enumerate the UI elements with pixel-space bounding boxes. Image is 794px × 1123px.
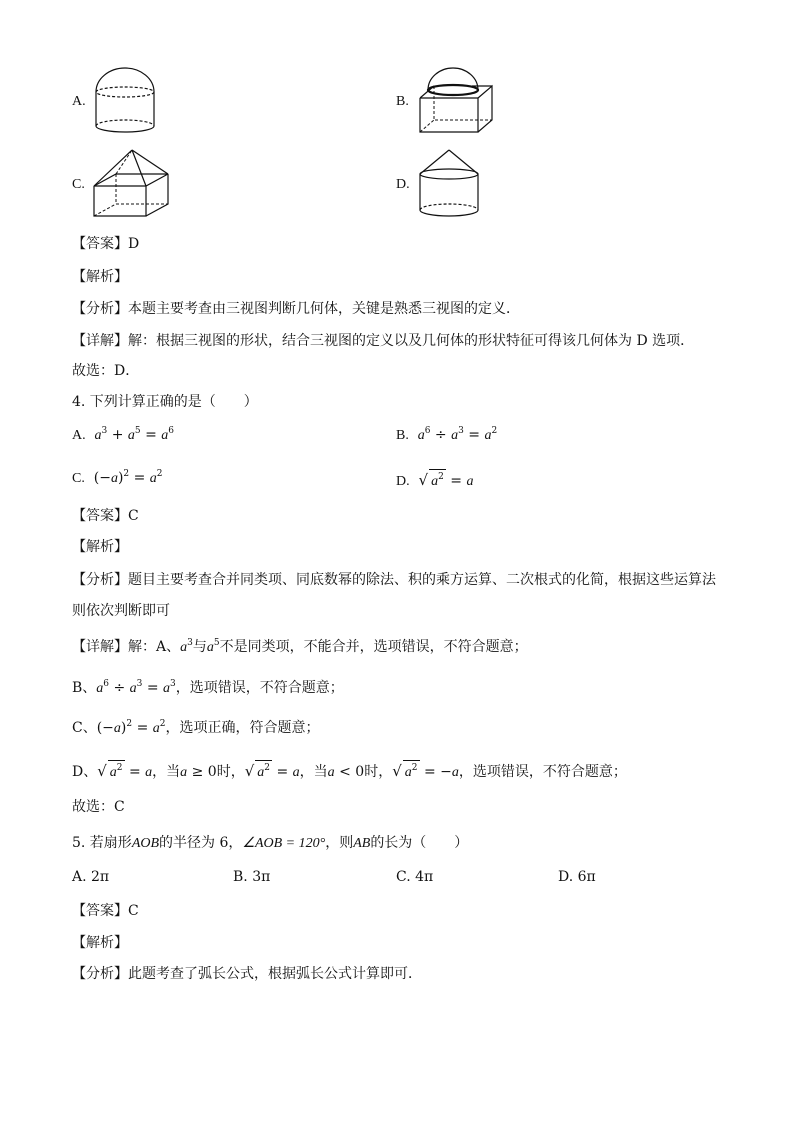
- q5-answer: 【答案】C: [72, 903, 139, 919]
- cube-hemisphere-figure: [414, 64, 504, 140]
- q5-analysis-title: 【解析】: [72, 935, 128, 951]
- q3-conclusion: 故选：D．: [72, 363, 140, 379]
- q4-xiangjie-b: B、$a^6 \div a^3 = a^3$，选项错误，不符合题意；: [72, 679, 344, 696]
- option-d-label: D.: [396, 177, 410, 192]
- q3-xiangjie: 【详解】解：根据三视图的形状，结合三视图的定义以及几何体的形状特征可得该几何体为 D 选项．: [72, 333, 695, 349]
- q3-analysis-title: 【解析】: [72, 269, 128, 285]
- option-a-label: A.: [72, 94, 86, 109]
- q4-option-a-label: A.: [72, 428, 86, 443]
- q4-xiangjie-a: 【详解】解：A、$a^3$与$a^5$不是同类项，不能合并，选项错误，不符合题意；: [72, 638, 528, 655]
- option-b-label: B.: [396, 94, 409, 109]
- q4-option-b-label: B.: [396, 428, 409, 443]
- q5-option-a: A. 2π: [72, 869, 110, 885]
- q4-fenxi-line1: 【分析】题目主要考查合并同类项、同底数幂的除法、积的乘方运算、二次根式的化简，根据这些运算法: [72, 572, 716, 588]
- q4-analysis-title: 【解析】: [72, 539, 128, 555]
- cylinder-cone-figure: [414, 146, 484, 220]
- q4-option-c: C. $(-a)^2 = a^2$: [72, 469, 163, 486]
- q5-stem: 5. 若扇形AOB的半径为 6，∠AOB = 120°，则AB的长为（ ）: [72, 835, 469, 851]
- q4-xiangjie-d: D、√ $a^2 = a$，当a ≥ 0时，√ $a^2 = a$，当a < 0时，√ $a^2 = -a$，选项错误，不符合题意；: [72, 762, 627, 780]
- q4-stem: 4. 下列计算正确的是（ ）: [72, 394, 258, 410]
- q4-conclusion: 故选：C: [72, 799, 125, 815]
- q4-xiangjie-c: C、$(-a)^2 = a^2$，选项正确，符合题意；: [72, 719, 320, 736]
- q3-answer: 【答案】D: [72, 236, 140, 252]
- q4-option-b: B. $a^6 \div a^3 = a^2$: [396, 426, 498, 443]
- q5-option-c: C. 4π: [396, 869, 434, 885]
- q3-fenxi: 【分析】本题主要考查由三视图判断几何体，关键是熟悉三视图的定义．: [72, 301, 520, 317]
- option-c-label: C.: [72, 177, 85, 192]
- q4-option-c-label: C.: [72, 471, 85, 486]
- q4-option-d: D. √ $a^2 = a$: [396, 471, 474, 489]
- q5-fenxi: 【分析】此题考查了弧长公式，根据弧长公式计算即可．: [72, 966, 422, 982]
- q4-answer: 【答案】C: [72, 508, 139, 524]
- q5-option-d: D. 6π: [558, 869, 596, 885]
- arc-ab: AB: [353, 836, 371, 851]
- q5-option-b: B. 3π: [233, 869, 271, 885]
- q4-option-d-label: D.: [396, 474, 410, 489]
- q4-option-a: A. $a^3 + a^5 = a^6$: [72, 426, 175, 443]
- cube-pyramid-figure: [88, 146, 180, 222]
- cylinder-hemisphere-figure: [90, 64, 160, 136]
- q4-fenxi-line2: 则依次判断即可: [72, 603, 170, 619]
